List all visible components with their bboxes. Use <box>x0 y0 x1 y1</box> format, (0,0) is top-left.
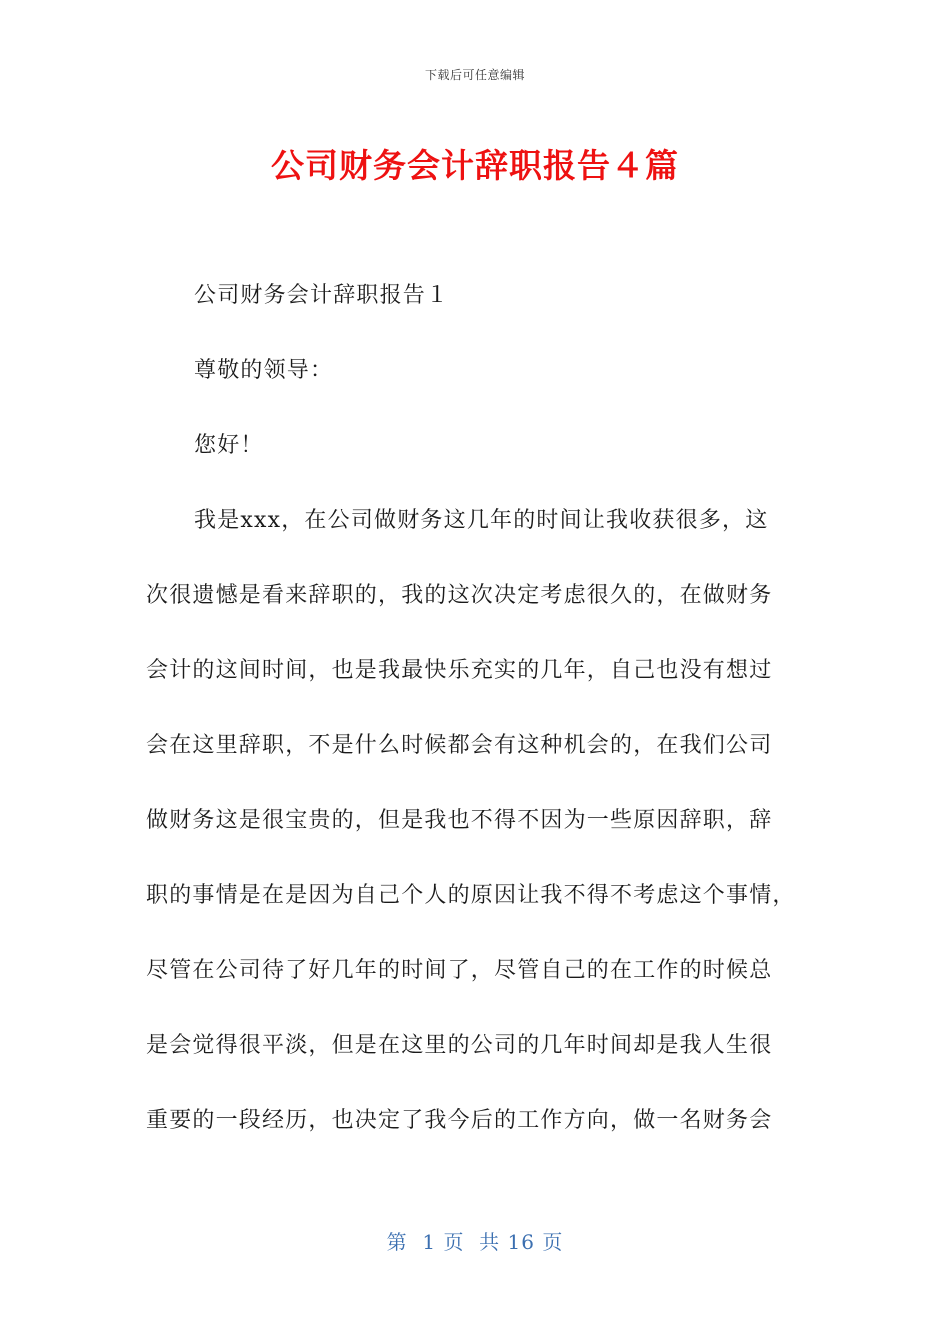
page-number-footer: 第 1 页 共 16 页 <box>386 1230 564 1254</box>
document-title: 公司财务会计辞职报告４篇 <box>271 146 679 185</box>
paragraph-line: 次很遗憾是看来辞职的，我的这次决定考虑很久的，在做财务 <box>146 583 773 608</box>
paragraph-line: 重要的一段经历，也决定了我今后的工作方向，做一名财务会 <box>146 1108 773 1133</box>
paragraph-line: 尽管在公司待了好几年的时间了，尽管自己的在工作的时候总 <box>146 958 773 983</box>
paragraph-line: 会在这里辞职，不是什么时候都会有这种机会的，在我们公司 <box>146 733 773 758</box>
paragraph-line: 做财务这是很宝贵的，但是我也不得不因为一些原因辞职，辞 <box>146 808 773 833</box>
paragraph-line: 会计的这间时间，也是我最快乐充实的几年，自己也没有想过 <box>146 658 773 683</box>
greeting: 您好！ <box>194 433 264 458</box>
header-note: 下载后可任意编辑 <box>424 68 525 82</box>
section-heading: 公司财务会计辞职报告１ <box>194 283 450 308</box>
document-body <box>146 280 806 1180</box>
paragraph-line: 是会觉得很平淡，但是在这里的公司的几年时间却是我人生很 <box>146 1033 773 1058</box>
paragraph-line: 我是xxx，在公司做财务这几年的时间让我收获很多，这 <box>194 508 769 533</box>
paragraph-line: 职的事情是在是因为自己个人的原因让我不得不考虑这个事情， <box>146 883 796 908</box>
salutation: 尊敬的领导： <box>194 358 334 383</box>
